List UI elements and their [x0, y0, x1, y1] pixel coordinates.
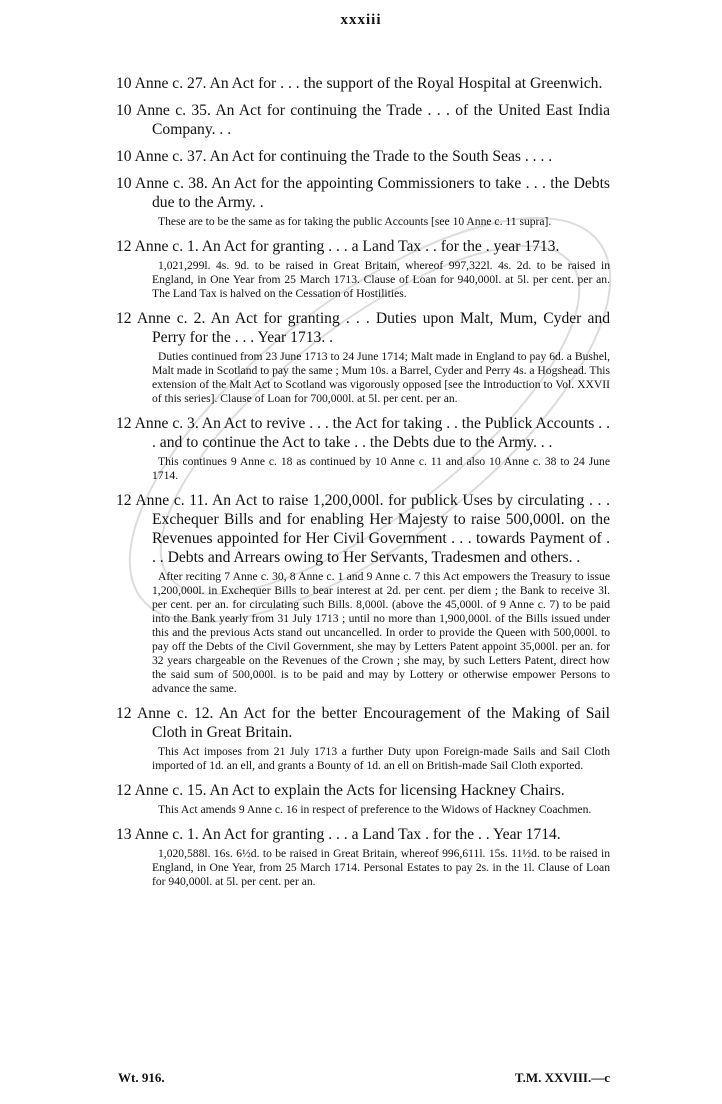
entry-note: This continues 9 Anne c. 18 as continued by 10 Anne c. 11 and also 10 Anne c. 38 to 24 June 1714. [152, 455, 610, 482]
entry-heading: 12 Anne c. 11. An Act to raise 1,200,000l. for publick Uses by circulating . . . Exchequer Bills and for enabling Her Majesty to raise 500,000l. on the Revenues appointed for Her Civil Government . . . towards Payment of . . . Debts and Arrears owing to Her Servants, Tradesmen and others. . [116, 492, 610, 566]
entry [116, 781, 610, 817]
entry-note: 1,020,588l. 16s. 6½d. to be raised in Great Britain, whereof 996,611l. 15s. 11½d. to be raised in England, in One Year, from 25 March 1714. Personal Estates to pay 2s. in the 1l. Clause of Loan for 940,000l. at 5l. per cent. per an. [152, 847, 610, 888]
entry-note: This Act amends 9 Anne c. 16 in respect of preference to the Widows of Hackney Coachmen. [158, 803, 592, 816]
entry [116, 414, 610, 483]
entry [116, 74, 610, 93]
entry [116, 147, 610, 166]
entry-heading: 10 Anne c. 27. An Act for . . . the support of the Royal Hospital at Greenwich. [116, 75, 603, 92]
entry-note: These are to be the same as for taking the public Accounts [see 10 Anne c. 11 supra]. [158, 215, 552, 228]
entry-heading: 12 Anne c. 15. An Act to explain the Acts for licensing Hackney Chairs. [116, 782, 565, 799]
entry-note: 1,021,299l. 4s. 9d. to be raised in Great Britain, whereof 997,322l. 4s. 2d. to be raised in England, in One Year from 25 March 1713. Clause of Loan for 940,000l. at 5l. per cent. per an. The Land Tax is halved on the Cessation of Hostilities. [152, 259, 610, 300]
entry-heading: 12 Anne c. 3. An Act to revive . . . the Act for taking . . the Publick Accounts . . . and to continue the Act to take . . the Debts due to the Army. . . [116, 415, 610, 451]
page-number: xxxiii [340, 12, 382, 28]
entry [116, 491, 610, 696]
footer-warrant-number: Wt. 916. [118, 1070, 165, 1085]
entry-heading: 12 Anne c. 1. An Act for granting . . . a Land Tax . . for the . year 1713. [116, 238, 560, 255]
entry [116, 174, 610, 229]
entry [116, 704, 610, 773]
entry-heading: 10 Anne c. 37. An Act for continuing the Trade to the South Seas . . . . [116, 148, 553, 165]
entry [116, 825, 610, 889]
entry-heading: 10 Anne c. 38. An Act for the appointing Commissioners to take . . . the Debts due to the Army. . [116, 175, 610, 211]
footer-signature-mark: T.M. XXVIII.—c [514, 1070, 610, 1085]
entry-note: This Act imposes from 21 July 1713 a further Duty upon Foreign-made Sails and Sail Cloth imported of 1d. an ell, and grants a Bounty of 1d. an ell on British-made Sail Cloth exported. [152, 745, 610, 772]
entry-heading: 10 Anne c. 35. An Act for continuing the Trade . . . of the United East India Company. . . [116, 102, 610, 138]
entry [116, 101, 610, 139]
entry-note: Duties continued from 23 June 1713 to 24 June 1714; Malt made in England to pay 6d. a Bushel, Malt made in Scotland to pay the same ; Mum 10s. a Barrel, Cyder and Perry 4s. a Hogshead. This extension of the Malt Act to Scotland was vigorously opposed [see the Introduction to Vol. XXVII of this series]. Clause of Loan for 700,000l. at 5l. per cent. per an. [152, 350, 610, 405]
entry [116, 309, 610, 406]
entry-heading: 12 Anne c. 12. An Act for the better Encouragement of the Making of Sail Cloth in Great Britain. [116, 705, 610, 741]
entry-heading: 12 Anne c. 2. An Act for granting . . . Duties upon Malt, Mum, Cyder and Perry for the . . . Year 1713. . [116, 310, 610, 346]
entry [116, 237, 610, 301]
entry-note: After reciting 7 Anne c. 30, 8 Anne c. 1 and 9 Anne c. 7 this Act empowers the Treasury to issue 1,200,000l. in Exchequer Bills to bear interest at 2d. per cent. per diem ; the Bank to receive 3l. per cent. per an. for circulating such Bills. 8,000l. (above the 45,000l. of 9 Anne c. 7) to be paid into the Bank yearly from 31 July 1713 ; until no more than 1,900,000l. of the Bills issued under this and the previous Acts stand out uncancelled. In order to provide the Queen with 500,000l. to pay off the Debts of the Civil Government, she may by Letters Patent appoint 35,000l. per an. for 32 years chargeable on the Revenues of the Crown ; she may, by such Letters Patent, direct how the said sum of 500,000l. is to be paid and may by Lottery or otherwise empower Persons to advance the same. [152, 570, 610, 695]
entries-list [116, 74, 610, 897]
entry-heading: 13 Anne c. 1. An Act for granting . . . a Land Tax . for the . . Year 1714. [116, 826, 561, 843]
